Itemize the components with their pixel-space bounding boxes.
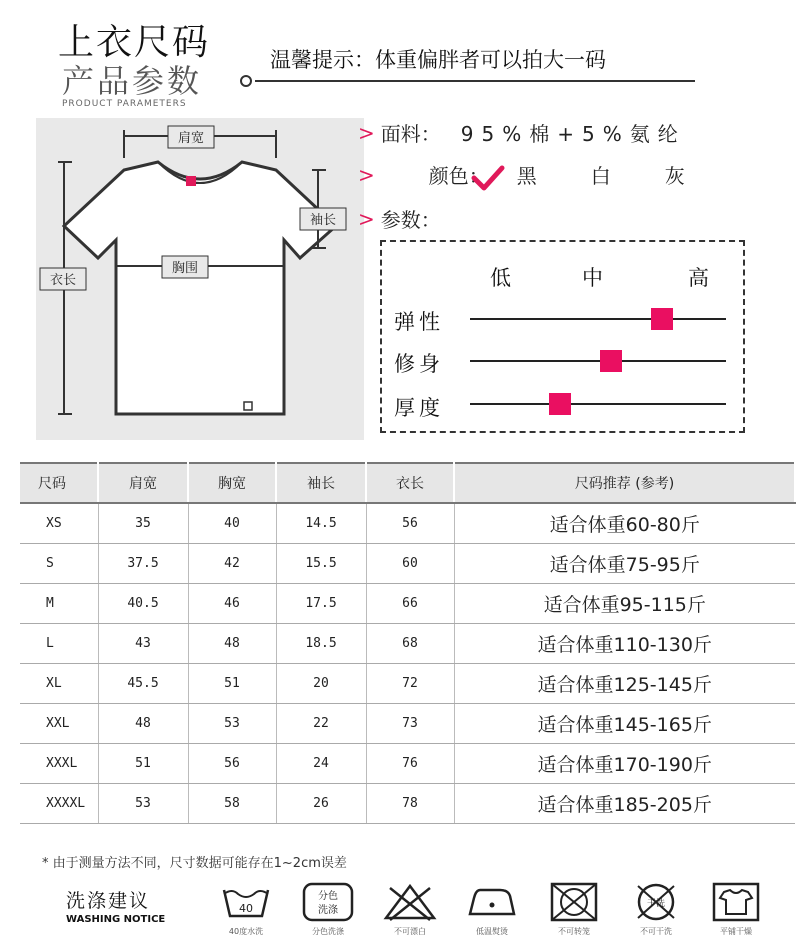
cell-size: XS <box>20 503 98 543</box>
measurement-note: * 由于测量方法不同，尺寸数据可能存在1~2cm误差 <box>42 856 347 871</box>
cell-sleeve: 15.5 <box>276 543 366 583</box>
label-tag-icon <box>186 176 196 186</box>
separate-wash-caption: 分色洗涤 <box>312 927 344 936</box>
page-title: 上衣尺码 <box>58 22 211 63</box>
level-mid: 中 <box>582 266 603 290</box>
tip-text: 温馨提示：体重偏胖者可以拍大一码 <box>270 48 606 72</box>
level-high: 高 <box>688 266 709 290</box>
table-row <box>20 583 795 623</box>
cell-size: M <box>20 583 98 623</box>
cell-size: S <box>20 543 98 583</box>
table-header-row <box>20 463 795 503</box>
color-option-white: 白 <box>590 164 611 188</box>
params-box <box>380 240 745 433</box>
cell-length: 66 <box>366 583 454 623</box>
cell-recommend: 适合体重145-165斤 <box>454 703 795 743</box>
cell-recommend: 适合体重95-115斤 <box>454 583 795 623</box>
params-label: 参数： <box>380 208 441 232</box>
header-size: 尺码 <box>20 463 98 503</box>
page-subtitle-en: PRODUCT PARAMETERS <box>62 99 187 109</box>
chevron-right-icon: > <box>358 162 375 187</box>
header-sleeve: 袖长 <box>276 463 366 503</box>
cell-chest: 58 <box>188 783 276 823</box>
chevron-right-icon: > <box>358 120 375 145</box>
size-table <box>20 462 796 824</box>
param-marker-elasticity <box>651 308 673 330</box>
cell-shoulder: 51 <box>98 743 188 783</box>
flat-dry-icon <box>708 882 764 922</box>
fabric-value: 95%棉+5%氨纶 <box>460 122 686 146</box>
low-iron-icon <box>464 882 520 922</box>
sleeve-label: 袖长 <box>309 213 337 228</box>
check-mark-icon <box>470 164 506 194</box>
no-tumble-dry-icon <box>546 882 602 922</box>
svg-text:40: 40 <box>239 902 253 915</box>
cell-size: L <box>20 623 98 663</box>
cell-shoulder: 35 <box>98 503 188 543</box>
table-row <box>20 503 795 543</box>
bullet-circle-icon <box>240 75 252 87</box>
cell-shoulder: 45.5 <box>98 663 188 703</box>
length-label: 衣长 <box>49 273 77 288</box>
table-row <box>20 623 795 663</box>
cell-length: 56 <box>366 503 454 543</box>
washing-title: 洗涤建议 <box>66 890 151 912</box>
cell-size: XXXXL <box>20 783 98 823</box>
cell-recommend: 适合体重125-145斤 <box>454 663 795 703</box>
cell-recommend: 适合体重170-190斤 <box>454 743 795 783</box>
cell-sleeve: 18.5 <box>276 623 366 663</box>
header-shoulder: 肩宽 <box>98 463 188 503</box>
shoulder-label: 肩宽 <box>177 131 205 146</box>
cell-sleeve: 17.5 <box>276 583 366 623</box>
cell-sleeve: 24 <box>276 743 366 783</box>
no-bleach-icon <box>382 882 438 922</box>
separate-wash-icon <box>300 882 356 922</box>
no-dry-clean-caption: 不可干洗 <box>640 927 672 936</box>
cell-length: 78 <box>366 783 454 823</box>
wash-40-caption: 40度水洗 <box>228 927 264 936</box>
color-option-black: 黑 <box>516 164 537 188</box>
table-row <box>20 783 795 823</box>
cell-sleeve: 26 <box>276 783 366 823</box>
cell-recommend: 适合体重75-95斤 <box>454 543 795 583</box>
cell-length: 60 <box>366 543 454 583</box>
header-recommend: 尺码推荐 (参考) <box>454 463 795 503</box>
wash-40-icon <box>218 882 274 922</box>
svg-text:分色: 分色 <box>318 891 338 902</box>
tshirt-outline <box>64 162 336 414</box>
cell-shoulder: 43 <box>98 623 188 663</box>
header-length: 衣长 <box>366 463 454 503</box>
table-row <box>20 663 795 703</box>
flat-dry-caption: 平铺干燥 <box>720 927 752 936</box>
param-track-elasticity <box>470 318 726 320</box>
cell-length: 72 <box>366 663 454 703</box>
color-label: 颜色： <box>428 164 489 188</box>
tshirt-diagram <box>36 118 364 440</box>
table-row <box>20 703 795 743</box>
cell-shoulder: 40.5 <box>98 583 188 623</box>
cell-shoulder: 53 <box>98 783 188 823</box>
cell-recommend: 适合体重60-80斤 <box>454 503 795 543</box>
svg-text:洗涤: 洗涤 <box>318 905 338 916</box>
param-label-elasticity: 弹性 <box>394 310 444 334</box>
table-row <box>20 743 795 783</box>
table-row <box>20 543 795 583</box>
color-row <box>358 160 733 189</box>
cell-chest: 53 <box>188 703 276 743</box>
cell-size: XXXL <box>20 743 98 783</box>
cell-size: XL <box>20 663 98 703</box>
chevron-right-icon: > <box>358 206 375 231</box>
param-marker-fit <box>600 350 622 372</box>
tip-underline <box>255 80 695 82</box>
no-dry-clean-icon <box>628 882 684 922</box>
no-bleach-caption: 不可漂白 <box>394 927 426 936</box>
param-label-thickness: 厚度 <box>394 396 444 420</box>
cell-chest: 48 <box>188 623 276 663</box>
cell-recommend: 适合体重185-205斤 <box>454 783 795 823</box>
header-chest: 胸宽 <box>188 463 276 503</box>
level-low: 低 <box>490 266 511 290</box>
cell-chest: 51 <box>188 663 276 703</box>
cell-sleeve: 22 <box>276 703 366 743</box>
cell-size: XXL <box>20 703 98 743</box>
cell-sleeve: 20 <box>276 663 366 703</box>
cell-chest: 56 <box>188 743 276 783</box>
svg-text:干洗: 干洗 <box>646 899 666 909</box>
cell-length: 68 <box>366 623 454 663</box>
cell-shoulder: 48 <box>98 703 188 743</box>
param-track-thickness <box>470 403 726 405</box>
param-marker-thickness <box>549 393 571 415</box>
color-option-grey: 灰 <box>664 164 685 188</box>
cell-chest: 42 <box>188 543 276 583</box>
fabric-label: 面料： <box>380 122 441 146</box>
cell-chest: 46 <box>188 583 276 623</box>
cell-sleeve: 14.5 <box>276 503 366 543</box>
low-iron-caption: 低温熨烫 <box>476 927 508 936</box>
washing-title-en: WASHING NOTICE <box>66 914 166 925</box>
cell-length: 73 <box>366 703 454 743</box>
params-row <box>358 204 441 233</box>
cell-chest: 40 <box>188 503 276 543</box>
param-label-fit: 修身 <box>394 352 444 376</box>
chest-label: 胸围 <box>171 261 199 276</box>
page-subtitle: 产品参数 <box>62 62 203 100</box>
cell-length: 76 <box>366 743 454 783</box>
cell-shoulder: 37.5 <box>98 543 188 583</box>
cell-recommend: 适合体重110-130斤 <box>454 623 795 663</box>
no-tumble-dry-caption: 不可转笼 <box>558 927 590 936</box>
fabric-row <box>358 118 686 147</box>
param-track-fit <box>470 360 726 362</box>
tshirt-svg <box>36 118 364 440</box>
